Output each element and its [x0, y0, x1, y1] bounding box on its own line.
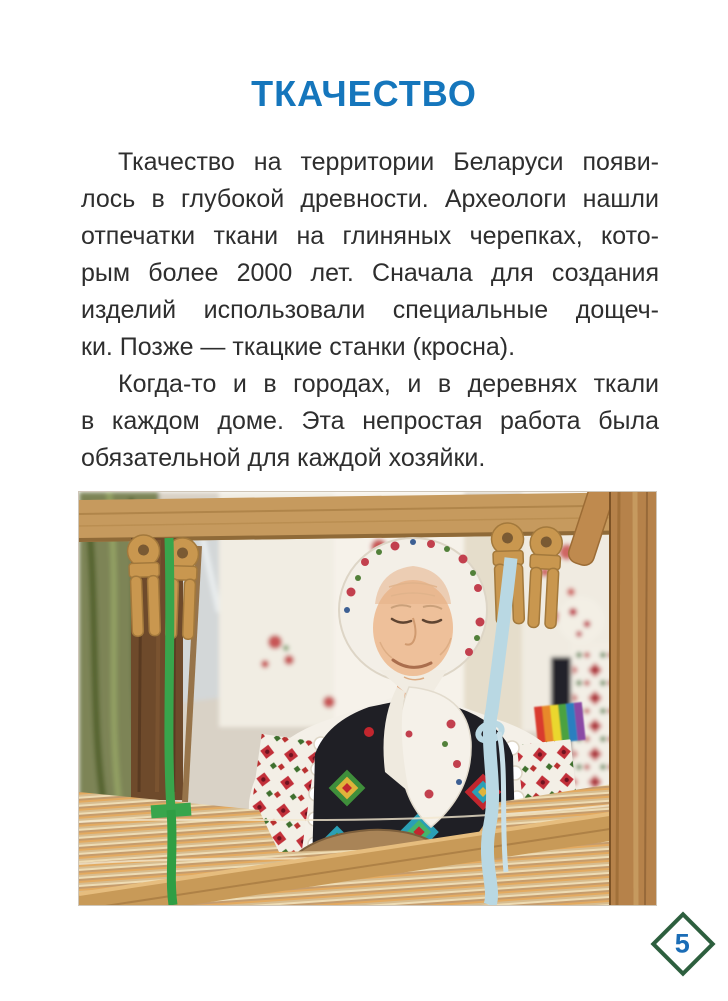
page-number: 5 — [675, 928, 691, 959]
text-line: ки. Позже — ткацкие станки (кросна). — [81, 333, 516, 361]
page-title: ТКАЧЕСТВО — [251, 73, 477, 114]
rainbow-textile — [534, 702, 586, 745]
loom-top-beam — [79, 492, 656, 542]
text-line: обязательной для каждой хозяйки. — [81, 444, 486, 472]
text-line: Когда-то и в городах, и в деревнях ткали — [118, 370, 659, 398]
text-line: изделий использовали специальные дощеч- — [81, 296, 659, 324]
photo-weaver-at-loom — [79, 492, 656, 905]
text-line: отпечатки ткани на глиняных черепках, кото- — [81, 222, 659, 250]
page-number-badge — [650, 911, 715, 976]
text-line: лось в глубокой древности. Археологи нашли — [81, 185, 659, 213]
article-text — [81, 144, 659, 477]
weaver-photo-illustration — [79, 492, 656, 905]
loom-right-post — [609, 492, 656, 905]
text-line: Ткачество на территории Беларуси появи- — [118, 148, 659, 176]
text-line: рым более 2000 лет. Сначала для создания — [81, 259, 659, 287]
text-line: в каждом доме. Эта непростая работа была — [81, 407, 659, 435]
